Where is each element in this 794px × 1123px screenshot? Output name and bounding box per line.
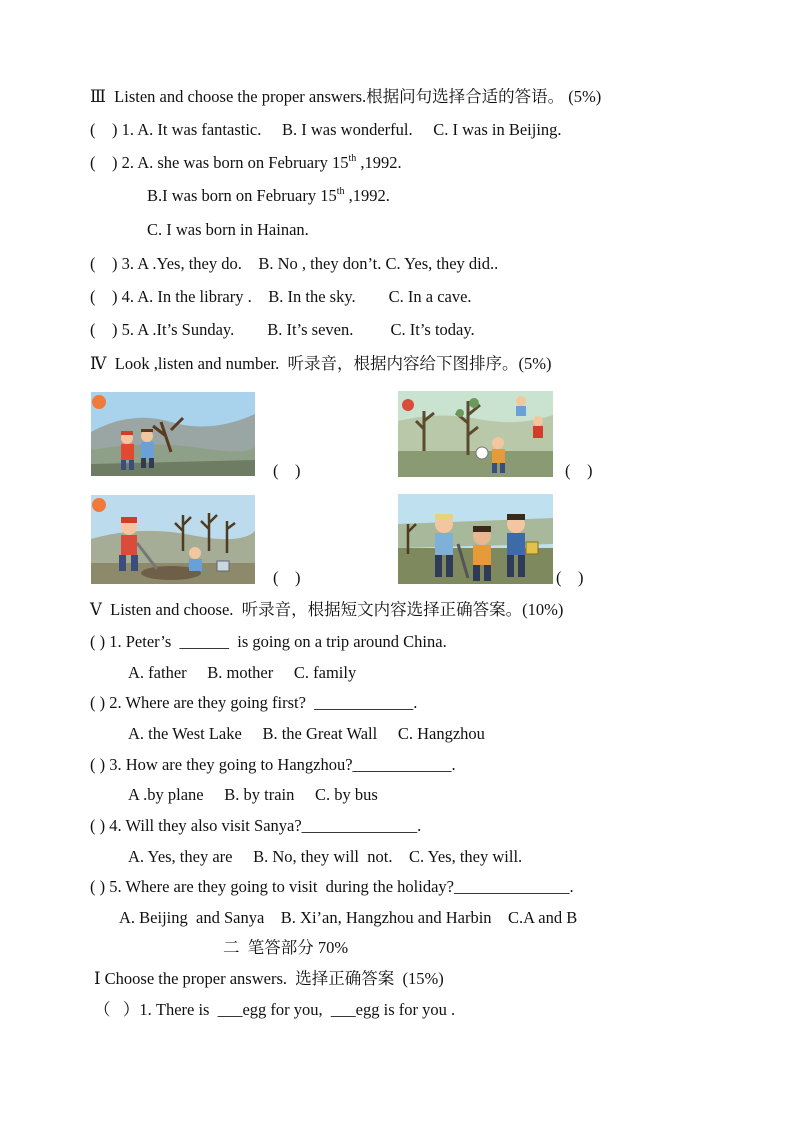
- picture-kids-planting-tree-hill: [91, 392, 255, 476]
- section3-question-2-option-b: B.I was born on February 15th ,1992.: [147, 185, 390, 205]
- section3-question-4: ( ) 4. A. In the library . B. In the sky. C. In a cave.: [90, 287, 472, 306]
- written-section1-heading: Ⅰ Choose the proper answers. 选择正确答案 (15%): [94, 969, 444, 988]
- section5-question-1-options: A. father B. mother C. family: [128, 663, 357, 682]
- answer-paren-picture-1: ( ): [273, 461, 301, 480]
- section3-question-2-option-c: C. I was born in Hainan.: [147, 220, 309, 239]
- section5-question-3-options: A .by plane B. by train C. by bus: [128, 785, 378, 804]
- picture-kids-digging-holes: [91, 495, 255, 584]
- section5-question-3: ( ) 3. How are they going to Hangzhou?____________.: [90, 755, 456, 774]
- section3-question-2-option-a: ( ) 2. A. she was born on February 15th ,1992.: [90, 152, 402, 172]
- section4-heading: Ⅳ Look ,listen and number. 听录音，根据内容给下图排序。(5%): [90, 354, 552, 373]
- section3-heading: Ⅲ Listen and choose the proper answers.根据问句选择合适的答语。 (5%): [90, 87, 602, 106]
- section5-question-5-options: A. Beijing and Sanya B. Xi’an, Hangzhou and Harbin C.A and B: [119, 908, 578, 927]
- answer-paren-picture-4: ( ): [556, 568, 584, 587]
- section5-question-4-options: A. Yes, they are B. No, they will not. C. Yes, they will.: [128, 847, 523, 866]
- section3-question-3: ( ) 3. A .Yes, they do. B. No , they don’t. C. Yes, they did..: [90, 254, 499, 273]
- section5-heading: Ⅴ Listen and choose. 听录音，根据短文内容选择正确答案。(10%): [90, 600, 564, 619]
- section5-question-5: ( ) 5. Where are they going to visit during the holiday?______________.: [90, 877, 574, 896]
- section3-question-5: ( ) 5. A .It’s Sunday. B. It’s seven. C. It’s today.: [90, 320, 475, 339]
- part2-title: 二 笔答部分 70%: [223, 938, 349, 957]
- section5-question-1: ( ) 1. Peter’s ______ is going on a trip around China.: [90, 632, 447, 651]
- section3-question-1: ( ) 1. A. It was fantastic. B. I was wonderful. C. I was in Beijing.: [90, 120, 562, 139]
- section5-question-4: ( ) 4. Will they also visit Sanya?______________.: [90, 816, 422, 835]
- answer-paren-picture-2: ( ): [565, 461, 593, 480]
- written-section1-question-1: （ ）1. There is ___egg for you, ___egg is for you .: [94, 1000, 456, 1019]
- picture-boys-with-shovel-bucket: [398, 494, 553, 584]
- answer-paren-picture-3: ( ): [273, 568, 301, 587]
- picture-kids-watering-trees: [398, 391, 553, 477]
- section5-question-2: ( ) 2. Where are they going first? ____________.: [90, 693, 418, 712]
- section5-question-2-options: A. the West Lake B. the Great Wall C. Hangzhou: [128, 724, 485, 743]
